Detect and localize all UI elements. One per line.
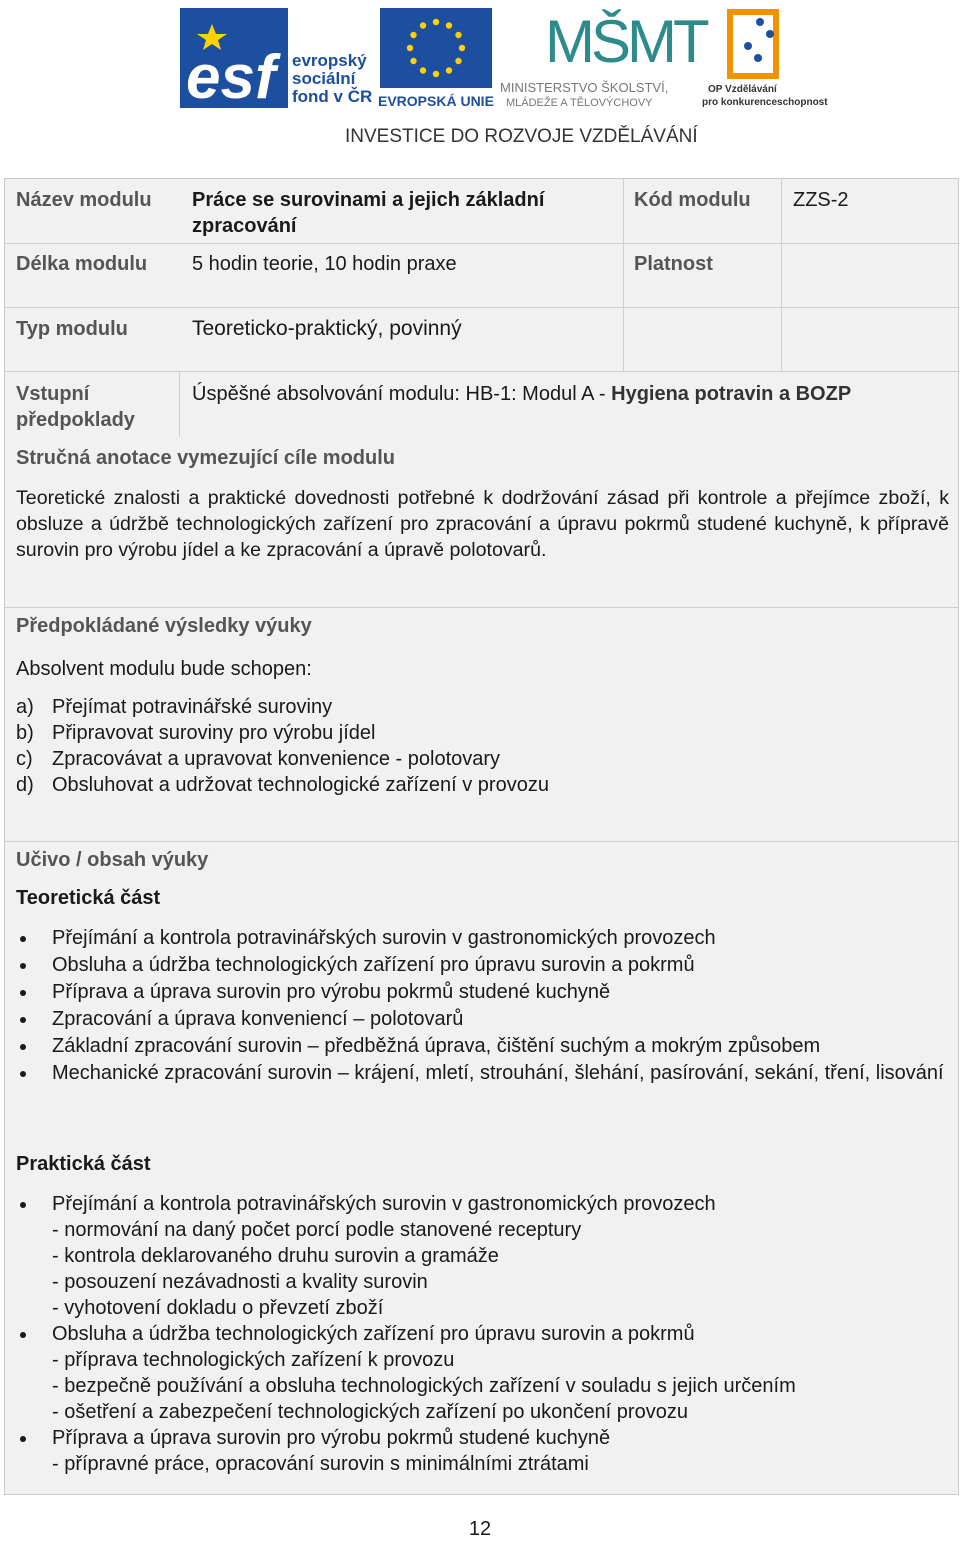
teoreticka-heading: Teoretická část xyxy=(16,887,161,909)
delka-value: 5 hodin teorie, 10 hodin praxe xyxy=(192,253,457,275)
bullet-icon xyxy=(20,990,26,996)
item-text: Zpracování a úprava konveniencí – polotovarů xyxy=(52,1008,464,1030)
list-item xyxy=(16,1321,946,1347)
esf-logo xyxy=(180,8,372,112)
list-item xyxy=(16,1006,948,1032)
vstupni-label-1: Vstupní xyxy=(16,383,90,405)
vysledky-list xyxy=(16,694,946,798)
item-text: Obsluha a údržba technologických zařízení pro úpravu surovin a pokrmů xyxy=(52,954,695,976)
list-item xyxy=(16,979,948,1005)
sub-item: - kontrola deklarovaného druhu surovin a gramáže xyxy=(52,1245,499,1267)
eu-star-icon xyxy=(420,67,426,73)
sub-item: - posouzení nezávadnosti a kvality surovin xyxy=(52,1271,428,1293)
op-line-1: OP Vzdělávání xyxy=(708,84,777,95)
eu-star-icon xyxy=(446,22,452,28)
list-item xyxy=(16,746,946,772)
bullet-icon xyxy=(20,936,26,942)
section-divider xyxy=(5,841,958,842)
msmt-line-1: MINISTERSTVO ŠKOLSTVÍ, xyxy=(500,80,669,95)
bullet-icon xyxy=(20,1044,26,1050)
bullet-icon xyxy=(20,1436,26,1442)
list-item xyxy=(16,1191,946,1217)
grid-line xyxy=(5,307,958,308)
sub-item: - bezpečně používání a obsluha technologických zařízení v souladu s jejich určením xyxy=(52,1375,796,1397)
esf-line-3: fond v ČR xyxy=(292,87,373,106)
sub-item: - normování na daný počet porcí podle stanovené receptury xyxy=(52,1219,582,1241)
list-item xyxy=(16,925,948,951)
list-item xyxy=(16,952,948,978)
platnost-label: Platnost xyxy=(634,253,713,275)
op-logo xyxy=(702,12,828,108)
eu-flag-logo xyxy=(378,8,494,109)
item-text: Zpracovávat a upravovat konvenience - polotovary xyxy=(52,748,501,770)
sub-item: - přípravné práce, opracování surovin s minimálními ztrátami xyxy=(52,1453,589,1475)
typ-label: Typ modulu xyxy=(16,318,128,340)
eu-star-icon xyxy=(407,45,413,51)
page-number: 12 xyxy=(468,1518,492,1540)
bullet-icon xyxy=(20,1332,26,1338)
module-card xyxy=(4,178,959,1495)
item-text: Připravovat suroviny pro výrobu jídel xyxy=(52,722,376,744)
item-text: Přejímání a kontrola potravinářských surovin v gastronomických provozech xyxy=(52,927,716,949)
bullet-icon xyxy=(20,1202,26,1208)
list-item xyxy=(16,720,946,746)
msmt-line-2: MLÁDEŽE A TĚLOVÝCHOVY xyxy=(506,97,653,109)
kod-value: ZZS-2 xyxy=(793,189,849,211)
eu-star-icon xyxy=(459,45,465,51)
esf-line-2: sociální xyxy=(292,69,356,88)
grid-line xyxy=(781,179,782,371)
grid-line xyxy=(623,179,624,371)
eu-star-icon xyxy=(446,67,452,73)
vstupni-label-2: předpoklady xyxy=(16,409,135,431)
bullet-icon xyxy=(20,1071,26,1077)
anotace-heading: Stručná anotace vymezující cíle modulu xyxy=(16,447,396,469)
delka-label: Délka modulu xyxy=(16,253,148,275)
sub-item: - příprava technologických zařízení k provozu xyxy=(52,1349,455,1371)
item-letter: d) xyxy=(16,774,34,796)
list-item xyxy=(16,1060,948,1086)
banner-text: INVESTICE DO ROZVOJE VZDĚLÁVÁNÍ xyxy=(345,126,698,147)
ucivo-heading: Učivo / obsah výuky xyxy=(16,849,209,871)
vstupni-prefix: Úspěšné absolvování modulu: HB-1: Modul A - xyxy=(192,383,612,405)
eu-star-icon xyxy=(410,58,416,64)
eu-star-icon xyxy=(420,22,426,28)
item-letter: b) xyxy=(16,722,34,744)
vstupni-bold: Hygiena potravin a BOZP xyxy=(611,383,852,405)
vysledky-heading: Předpokládané výsledky výuky xyxy=(16,615,312,637)
vstupni-value xyxy=(192,381,851,407)
eu-star-icon xyxy=(455,32,461,38)
vysledky-intro: Absolvent modulu bude schopen: xyxy=(16,658,312,680)
item-text: Obsluha a údržba technologických zařízení pro úpravu surovin a pokrmů xyxy=(52,1323,695,1345)
eu-star-icon xyxy=(433,19,439,25)
list-item xyxy=(16,1425,946,1451)
prakticka-list xyxy=(16,1191,946,1477)
eu-star-icon xyxy=(410,32,416,38)
kod-label: Kód modulu xyxy=(634,189,751,211)
bullet-icon xyxy=(20,963,26,969)
item-text: Příprava a úprava surovin pro výrobu pokrmů studené kuchyně xyxy=(52,1427,611,1449)
msmt-logo xyxy=(500,8,709,109)
esf-line-1: evropský xyxy=(292,51,367,70)
nazev-value-2: zpracování xyxy=(192,215,297,237)
typ-value: Teoreticko-praktický, povinný xyxy=(192,317,462,340)
list-item xyxy=(16,772,946,798)
item-text: Obsluhovat a udržovat technologické zařízení v provozu xyxy=(52,774,549,796)
nazev-label: Název modulu xyxy=(16,189,152,211)
teoreticka-list xyxy=(16,925,948,1086)
item-text: Přejímat potravinářské suroviny xyxy=(52,696,333,718)
anotace-text: Teoretické znalosti a praktické dovednosti potřebné k dodržování zásad při kontrole a přejímce zboží, k obsluze a údržbě technologických zařízení pro zpracování a úpravu pokrmů studené kuchyně, k přípravě surovin pro výrobu jídel a ke zpracování a úpravě polotovarů. xyxy=(16,487,949,561)
grid-line xyxy=(179,371,180,437)
item-letter: c) xyxy=(16,748,33,770)
list-item xyxy=(16,694,946,720)
item-text: Příprava a úprava surovin pro výrobu pokrmů studené kuchyně xyxy=(52,981,611,1003)
grid-line xyxy=(5,371,958,372)
svg-text:MŠMT: MŠMT xyxy=(545,8,706,75)
op-line-2: pro konkurenceschopnost xyxy=(702,97,828,108)
bullet-icon xyxy=(20,1017,26,1023)
item-letter: a) xyxy=(16,696,34,718)
item-text: Mechanické zpracování surovin – krájení, mletí, strouhání, šlehání, pasírování, sekání, tření, lisování xyxy=(52,1062,944,1084)
item-text: Přejímání a kontrola potravinářských surovin v gastronomických provozech xyxy=(52,1193,716,1215)
section-divider xyxy=(5,607,958,608)
eu-label: EVROPSKÁ UNIE xyxy=(378,93,494,109)
grid-line xyxy=(5,243,958,244)
logo-banner xyxy=(0,0,960,150)
svg-text:esf: esf xyxy=(186,43,276,112)
sub-item: - vyhotovení dokladu o převzetí zboží xyxy=(52,1297,384,1319)
list-item xyxy=(16,1033,948,1059)
sub-item: - ošetření a zabezpečení technologických zařízení po ukončení provozu xyxy=(52,1401,688,1423)
eu-star-icon xyxy=(455,58,461,64)
item-text: Základní zpracování surovin – předběžná úprava, čištění suchým a mokrým způsobem xyxy=(52,1035,821,1057)
eu-star-icon xyxy=(433,71,439,77)
nazev-value-1: Práce se surovinami a jejich základní xyxy=(192,189,545,211)
prakticka-heading: Praktická část xyxy=(16,1153,151,1175)
